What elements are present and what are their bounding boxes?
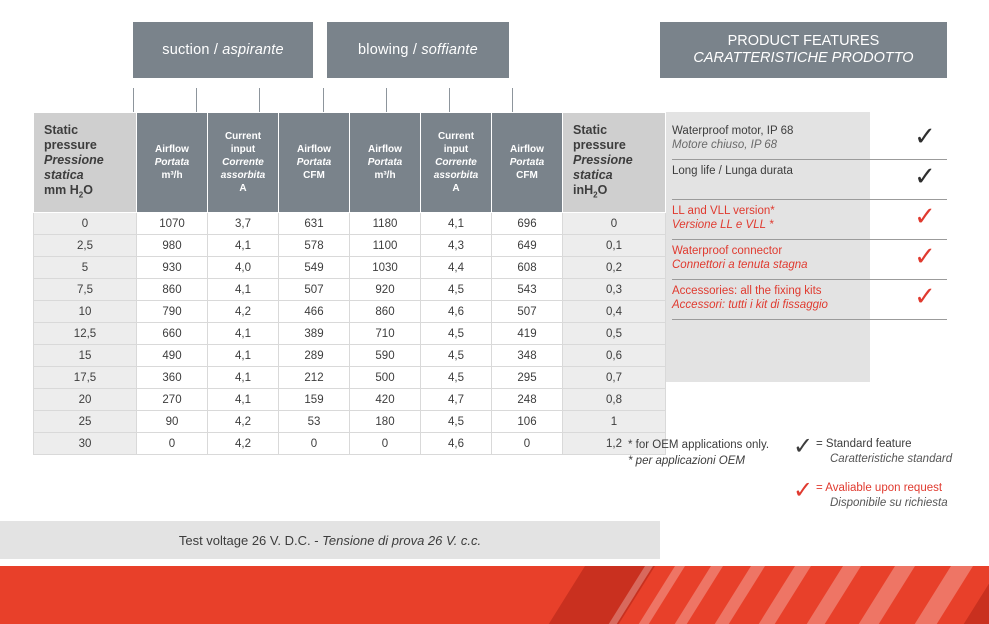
connector-tick (259, 88, 260, 112)
table-cell: 7,5 (34, 279, 137, 301)
table-row (34, 257, 666, 279)
footer-text-en: Test voltage 26 V. D.C. - (178, 532, 323, 548)
table-cell: 420 (350, 389, 421, 411)
table-cell: 1100 (350, 235, 421, 257)
table-cell: 0 (279, 433, 350, 455)
legend-note-en: * for OEM applications only. (628, 439, 770, 451)
table-cell: 4,5 (421, 345, 492, 367)
table-row (34, 367, 666, 389)
table-cell: 106 (492, 411, 563, 433)
table-cell: 507 (279, 279, 350, 301)
column-header-line: statica (44, 167, 84, 182)
column-header-line: Airflow (368, 144, 402, 155)
table-cell: 0,6 (563, 345, 666, 367)
table-cell: 608 (492, 257, 563, 279)
table-cell: 17,5 (34, 367, 137, 389)
table-cell: 212 (279, 367, 350, 389)
feature-row (672, 200, 947, 240)
group-blowing-sep: / (408, 42, 422, 58)
table-cell: 248 (492, 389, 563, 411)
table-cell: 631 (279, 213, 350, 235)
feature-text (672, 204, 903, 232)
column-header-line: pressure (44, 137, 97, 152)
legend-mark-row (790, 478, 989, 511)
feature-row (672, 120, 947, 160)
table-cell: 0 (350, 433, 421, 455)
connector-tick (196, 88, 197, 112)
column-header-line: Airflow (510, 144, 544, 155)
table-cell: 3,7 (208, 213, 279, 235)
table-cell: 4,4 (421, 257, 492, 279)
table-cell: 360 (137, 367, 208, 389)
table-cell: 660 (137, 323, 208, 345)
table-cell: 15 (34, 345, 137, 367)
table-cell: 0 (563, 213, 666, 235)
column-header-line: mm $H_2O$ (44, 182, 93, 200)
table-cell: 1 (563, 411, 666, 433)
table-cell: 4,1 (421, 213, 492, 235)
checkmark-icon: ✓ (914, 162, 936, 191)
table-cell: 0,8 (563, 389, 666, 411)
legend-mark-text (816, 481, 948, 511)
table-cell: 980 (137, 235, 208, 257)
checkmark-icon: ✓ (914, 282, 936, 311)
column-header-line: Pressione (573, 152, 633, 167)
legend-mark-it: Caratteristiche standard (830, 453, 953, 465)
table-cell: 10 (34, 301, 137, 323)
column-header-line: Corrente (435, 157, 477, 168)
connector-tick (449, 88, 450, 112)
table-cell: 4,0 (208, 257, 279, 279)
table-row (34, 345, 666, 367)
legend-note-it: * per applicazioni OEM (628, 455, 745, 467)
checkmark-icon: ✓ (914, 242, 936, 271)
table-cell: 1070 (137, 213, 208, 235)
group-blowing-label-it: soffiante (421, 42, 478, 58)
column-header-line: Portata (296, 157, 332, 168)
footer-text-it: Tensione di prova 26 V. c.c. (322, 532, 482, 548)
table-cell: 4,3 (421, 235, 492, 257)
column-header-line: Current (437, 131, 475, 142)
feature-row (672, 160, 947, 200)
table-cell: 0,5 (563, 323, 666, 345)
table-cell: 0 (137, 433, 208, 455)
column-header-line: CFM (516, 170, 538, 181)
feature-label-it: Connettori a tenuta stagna (672, 259, 808, 271)
column-header-line: statica (573, 167, 613, 182)
column-header-line: m³/h (374, 170, 396, 181)
column-header-line: Portata (154, 157, 190, 168)
features-title-en: PRODUCT FEATURES (727, 33, 880, 49)
table-row (34, 389, 666, 411)
table-cell: 0 (34, 213, 137, 235)
legend-mark-en: = Avaliable upon request (816, 482, 943, 494)
column-header-line: input (230, 144, 256, 155)
column-header-line: Pressione (44, 152, 104, 167)
table-cell: 419 (492, 323, 563, 345)
table-cell: 710 (350, 323, 421, 345)
column-header-line: Static (44, 122, 79, 137)
table-row (34, 279, 666, 301)
table-cell: 790 (137, 301, 208, 323)
table-cell: 53 (279, 411, 350, 433)
legend-mark-row (790, 434, 989, 467)
table-cell: 930 (137, 257, 208, 279)
table-row (34, 301, 666, 323)
feature-text (672, 284, 903, 312)
table-cell: 0,1 (563, 235, 666, 257)
table-cell: 0,3 (563, 279, 666, 301)
table-cell: 20 (34, 389, 137, 411)
column-header-line: Airflow (155, 144, 189, 155)
table-row (34, 213, 666, 235)
feature-label-it: Motore chiuso, IP 68 (672, 139, 778, 151)
column-header-line: assorbita (220, 170, 266, 181)
table-cell: 270 (137, 389, 208, 411)
table-cell: 507 (492, 301, 563, 323)
column-header-line: Corrente (222, 157, 264, 168)
table-cell: 4,5 (421, 367, 492, 389)
feature-text (672, 164, 903, 178)
column-header-line: CFM (303, 170, 325, 181)
table-cell: 2,5 (34, 235, 137, 257)
column-header-line: m³/h (161, 170, 183, 181)
table-cell: 4,1 (208, 367, 279, 389)
column-header-line: Airflow (297, 144, 331, 155)
table-cell: 920 (350, 279, 421, 301)
table-cell: 1030 (350, 257, 421, 279)
table-column-header (421, 113, 492, 213)
table-cell: 4,1 (208, 345, 279, 367)
table-cell: 4,1 (208, 323, 279, 345)
table-cell: 180 (350, 411, 421, 433)
table-cell: 159 (279, 389, 350, 411)
table-cell: 30 (34, 433, 137, 455)
feature-label-en: LL and VLL version* (672, 205, 775, 217)
table-cell: 4,6 (421, 433, 492, 455)
table-cell: 500 (350, 367, 421, 389)
legend-mark-en: = Standard feature (816, 438, 912, 450)
table-cell: 549 (279, 257, 350, 279)
feature-label-it: Accessori: tutti i kit di fissaggio (672, 299, 828, 311)
table-cell: 490 (137, 345, 208, 367)
footer-bar (0, 521, 660, 559)
product-features-title (660, 22, 947, 78)
column-header-line: assorbita (433, 170, 479, 181)
table-column-header (137, 113, 208, 213)
table-cell: 4,5 (421, 411, 492, 433)
table-cell: 0,7 (563, 367, 666, 389)
legend-marks (790, 434, 989, 525)
table-column-header (350, 113, 421, 213)
table-column-header (279, 113, 350, 213)
table-row (34, 411, 666, 433)
table-column-header (563, 113, 666, 213)
connector-tick (512, 88, 513, 112)
feature-text (672, 124, 903, 152)
column-header-line: inH$_2$O (573, 182, 608, 200)
table-cell: 348 (492, 345, 563, 367)
bottom-brand-graphic (0, 566, 989, 624)
table-cell: 696 (492, 213, 563, 235)
table-cell: 466 (279, 301, 350, 323)
table-cell: 543 (492, 279, 563, 301)
table-cell: 90 (137, 411, 208, 433)
table-cell: 295 (492, 367, 563, 389)
feature-text (672, 244, 903, 272)
group-header-suction (133, 22, 313, 78)
feature-label-en: Waterproof connector (672, 245, 783, 257)
feature-row (672, 280, 947, 320)
column-header-line: pressure (573, 137, 626, 152)
table-cell: 0,4 (563, 301, 666, 323)
column-header-line: A (239, 183, 247, 194)
table-cell: 4,2 (208, 301, 279, 323)
features-title-it: CARATTERISTICHE PRODOTTO (693, 50, 914, 66)
column-header-line: Portata (509, 157, 545, 168)
feature-label-en: Long life / Lunga durata (672, 165, 793, 177)
table-row (34, 433, 666, 455)
group-suction-sep: / (209, 42, 223, 58)
table-head (34, 113, 666, 213)
table-row (34, 323, 666, 345)
table-cell: 289 (279, 345, 350, 367)
table-cell: 389 (279, 323, 350, 345)
checkmark-icon: ✓ (792, 478, 814, 504)
table-cell: 0 (492, 433, 563, 455)
table-cell: 4,2 (208, 411, 279, 433)
table-cell: 4,6 (421, 301, 492, 323)
group-suction-label-it: aspirante (222, 42, 284, 58)
product-features-list (672, 120, 947, 320)
column-header-line: Current (224, 131, 262, 142)
table-cell: 0,2 (563, 257, 666, 279)
group-suction-label-en: suction (162, 42, 210, 58)
table-cell: 25 (34, 411, 137, 433)
table-header-row (34, 113, 666, 213)
group-header-blowing (327, 22, 509, 78)
table-cell: 578 (279, 235, 350, 257)
table-cell: 4,2 (208, 433, 279, 455)
table-cell: 5 (34, 257, 137, 279)
checkmark-icon: ✓ (914, 122, 936, 151)
performance-table (33, 112, 666, 455)
table-cell: 860 (350, 301, 421, 323)
table-cell: 4,1 (208, 235, 279, 257)
legend-mark-text (816, 437, 952, 467)
feature-row (672, 240, 947, 280)
checkmark-icon: ✓ (914, 202, 936, 231)
table-cell: 4,1 (208, 279, 279, 301)
table-cell: 4,7 (421, 389, 492, 411)
column-header-line: A (452, 183, 460, 194)
table-column-header (492, 113, 563, 213)
connector-tick (386, 88, 387, 112)
column-header-line: Static (573, 122, 608, 137)
table-cell: 4,1 (208, 389, 279, 411)
group-blowing-label-en: blowing (358, 42, 409, 58)
table-cell: 590 (350, 345, 421, 367)
table-cell: 1,2 (563, 433, 666, 455)
feature-label-it: Versione LL e VLL * (672, 219, 774, 231)
table-row (34, 235, 666, 257)
feature-label-en: Accessories: all the fixing kits (672, 285, 822, 297)
table-cell: 12,5 (34, 323, 137, 345)
table-cell: 4,5 (421, 279, 492, 301)
connector-tick (133, 88, 134, 112)
table-cell: 649 (492, 235, 563, 257)
column-header-line: input (443, 144, 469, 155)
table-cell: 4,5 (421, 323, 492, 345)
table-cell: 1180 (350, 213, 421, 235)
table-column-header (208, 113, 279, 213)
table-column-header (34, 113, 137, 213)
feature-label-en: Waterproof motor, IP 68 (672, 125, 794, 137)
legend-mark-it: Disponibile su richiesta (830, 497, 948, 509)
checkmark-icon: ✓ (792, 434, 814, 460)
column-header-line: Portata (367, 157, 403, 168)
connector-tick (323, 88, 324, 112)
table-body (34, 213, 666, 455)
table-cell: 860 (137, 279, 208, 301)
